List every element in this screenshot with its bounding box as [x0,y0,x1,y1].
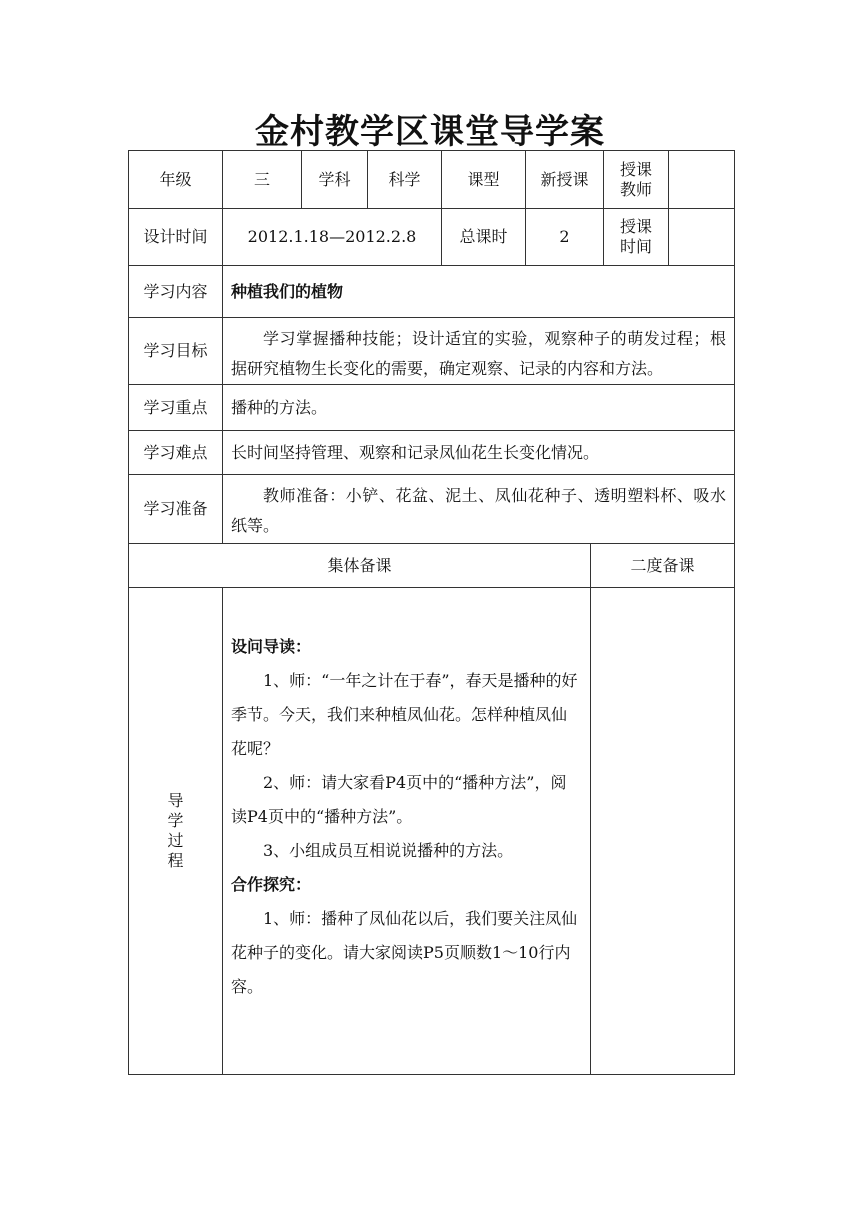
total-hours-value: 2 [525,208,604,266]
class-time-label-line2: 时间 [619,237,652,256]
lesson-type-value: 新授课 [525,150,604,209]
guided-item-3: 3、小组成员互相说说播种的方法。 [263,841,514,860]
teacher-label [603,150,669,209]
class-time-label [603,208,669,266]
section-heading-guided-reading: 设问导读： [231,637,312,656]
second-prep-cell [590,587,735,1075]
class-time-label-line1: 授课 [619,217,652,236]
teacher-label-line1: 授课 [619,159,652,179]
goal-value: 学习掌握播种技能；设计适宜的实验，观察种子的萌发过程；根据研究植物生长变化的需要，确定观察、记录的内容和方法。 [222,317,735,385]
design-time-value: 2012.1.18—2012.2.8 [222,208,442,266]
grade-value: 三 [222,150,302,209]
focus-label: 学习重点 [128,384,223,431]
guided-item-1: 1、师：“一年之计在于春”，春天是播种的好季节。今天，我们来种植凤仙花。怎样种植凤仙花呢？ [231,671,578,758]
preparation-label: 学习准备 [128,474,223,544]
goal-label: 学习目标 [128,317,223,385]
design-time-label: 设计时间 [128,208,223,266]
process-label [128,587,223,1075]
guided-item-2: 2、师：请大家看P4页中的“播种方法”，阅读P4页中的“播种方法”。 [231,773,567,826]
content-label: 学习内容 [128,265,223,318]
process-label-char: 学 [167,811,184,830]
subject-label: 学科 [301,150,368,209]
lesson-type-label: 课型 [441,150,526,209]
page-title: 金村教学区课堂导学案 [255,112,605,152]
grade-label: 年级 [128,150,223,209]
process-label-char: 导 [167,791,184,810]
focus-value: 播种的方法。 [222,384,735,431]
collective-prep-header: 集体备课 [128,543,591,588]
teacher-value [668,150,735,209]
process-label-char: 过 [167,831,184,850]
teacher-label-line2: 教师 [619,179,652,199]
process-label-char: 程 [167,851,184,870]
total-hours-label: 总课时 [441,208,526,266]
difficulty-value: 长时间坚持管理、观察和记录凤仙花生长变化情况。 [222,430,735,475]
subject-value: 科学 [367,150,442,209]
process-content [222,587,591,1075]
section-heading-cooperative-inquiry: 合作探究： [231,875,312,894]
class-time-value [668,208,735,266]
second-prep-header: 二度备课 [590,543,735,588]
inquiry-item-1: 1、师：播种了凤仙花以后，我们要关注凤仙花种子的变化。请大家阅读P5页顺数1～10行内容。 [231,909,578,996]
preparation-value: 教师准备：小铲、花盆、泥土、凤仙花种子、透明塑料杯、吸水纸等。 [222,474,735,544]
content-value: 种植我们的植物 [222,265,735,318]
difficulty-label: 学习难点 [128,430,223,475]
